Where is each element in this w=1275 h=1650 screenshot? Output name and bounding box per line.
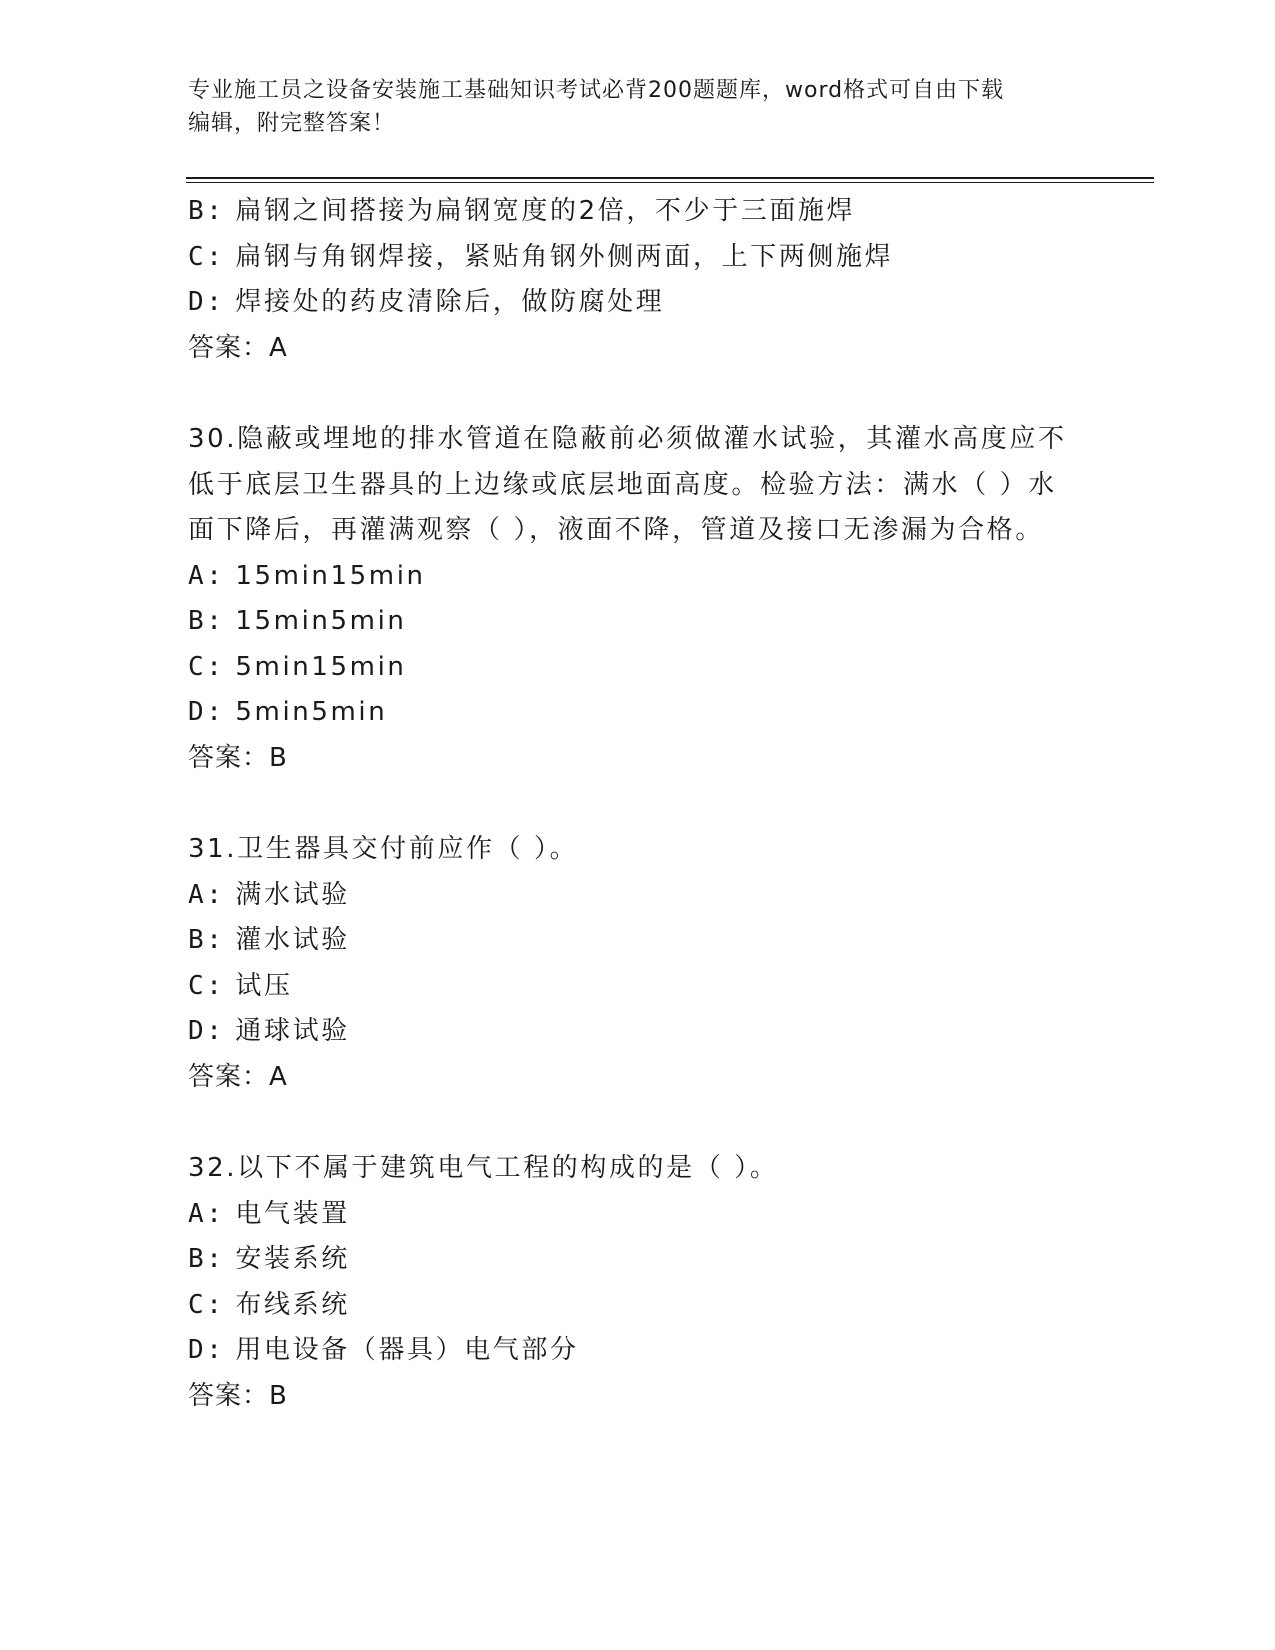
option-text: 扁钢与角钢焊接，紧贴角钢外侧两面，上下两侧施焊 xyxy=(235,241,894,272)
question-31 xyxy=(188,827,1088,1100)
option-letter: B: xyxy=(188,1244,225,1274)
option-letter: A: xyxy=(188,560,225,591)
option-text: 焊接处的药皮清除后，做防腐处理 xyxy=(235,287,665,317)
question-stem-line: 30.隐蔽或埋地的排水管道在隐蔽前必须做灌水试验，其灌水高度应不 xyxy=(188,424,1067,454)
option-text: 用电设备（器具）电气部分 xyxy=(235,1335,579,1365)
option-a xyxy=(188,1192,1088,1238)
option-text: 电气装置 xyxy=(235,1198,350,1229)
option-letter: A: xyxy=(188,879,225,910)
partial-question-29 xyxy=(188,189,1088,371)
header-divider-thick xyxy=(186,177,1154,179)
question-32 xyxy=(188,1146,1088,1419)
answer-line: 答案：B xyxy=(188,1380,288,1411)
option-letter: B: xyxy=(188,606,225,636)
option-letter: D: xyxy=(188,287,225,317)
option-b xyxy=(188,1237,1088,1283)
option-letter: C: xyxy=(188,241,225,272)
option-c xyxy=(188,235,1088,281)
answer-line: 答案：B xyxy=(188,742,288,773)
option-text: 15min15min xyxy=(235,560,426,591)
option-d xyxy=(188,280,1088,326)
option-text: 通球试验 xyxy=(235,1016,350,1046)
option-c xyxy=(188,1283,1088,1329)
question-stem-line: 低于底层卫生器具的上边缘或底层地面高度。检验方法：满水（ ）水 xyxy=(188,469,1057,500)
answer-line: 答案：A xyxy=(188,1061,288,1092)
option-d xyxy=(188,1009,1088,1055)
option-c xyxy=(188,964,1088,1010)
answer-line: 答案：A xyxy=(188,332,288,363)
option-text: 满水试验 xyxy=(235,879,350,910)
option-b xyxy=(188,599,1088,645)
header-line-1: 专业施工员之设备安装施工基础知识考试必背200题题库，word格式可自由下载 xyxy=(188,78,1005,103)
header-divider-thin xyxy=(186,182,1154,183)
option-letter: C: xyxy=(188,651,225,682)
question-30 xyxy=(188,417,1088,781)
option-letter: D: xyxy=(188,1016,225,1046)
option-d xyxy=(188,1328,1088,1374)
option-text: 试压 xyxy=(235,970,293,1001)
option-text: 布线系统 xyxy=(235,1289,350,1320)
option-a xyxy=(188,554,1088,600)
question-list xyxy=(188,189,1088,1419)
option-d xyxy=(188,690,1088,736)
option-text: 安装系统 xyxy=(235,1244,350,1274)
document-header xyxy=(188,74,1088,140)
option-text: 灌水试验 xyxy=(235,925,350,955)
option-text: 5min5min xyxy=(235,697,388,727)
question-stem-line: 面下降后，再灌满观察（ ），液面不降，管道及接口无渗漏为合格。 xyxy=(188,515,1044,545)
option-letter: C: xyxy=(188,1289,225,1320)
option-letter: D: xyxy=(188,697,225,727)
option-letter: B: xyxy=(188,196,225,226)
option-text: 15min5min xyxy=(235,606,407,636)
header-line-2: 编辑，附完整答案！ xyxy=(188,111,396,136)
option-letter: A: xyxy=(188,1198,225,1229)
option-b xyxy=(188,918,1088,964)
option-b xyxy=(188,189,1088,235)
option-letter: D: xyxy=(188,1335,225,1365)
option-letter: C: xyxy=(188,970,225,1001)
option-c xyxy=(188,645,1088,691)
option-a xyxy=(188,873,1088,919)
option-text: 扁钢之间搭接为扁钢宽度的2倍，不少于三面施焊 xyxy=(235,196,856,226)
question-stem-line: 32.以下不属于建筑电气工程的构成的是（ ）。 xyxy=(188,1153,779,1183)
option-letter: B: xyxy=(188,925,225,955)
question-stem-line: 31.卫生器具交付前应作（ ）。 xyxy=(188,834,579,864)
option-text: 5min15min xyxy=(235,651,407,682)
